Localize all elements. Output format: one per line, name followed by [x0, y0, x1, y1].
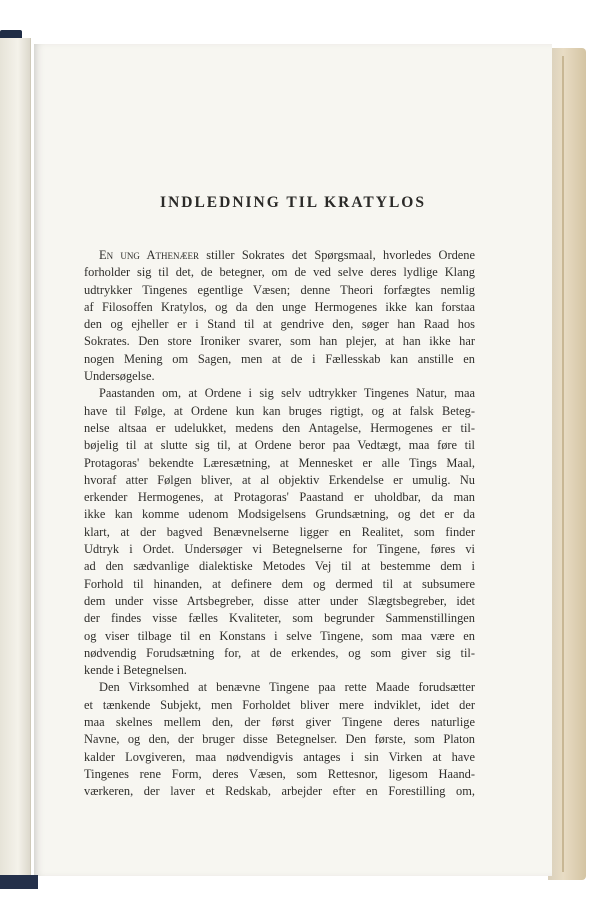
book-page: [34, 44, 552, 876]
text-line: ad den sædvanlige dialektiske Metodes Vej til at bestemme dem i: [84, 559, 475, 574]
text-line: Forhold til hinanden, at definere dem og dermed til at subsumere: [84, 576, 475, 591]
text-line: Sokrates. Den store Ironiker svarer, som han plejer, at han ikke har: [84, 334, 475, 349]
text-line: nødvendig Forudsætning for, at de erkendes, og som giver sig til-: [84, 645, 475, 660]
left-page-edge: [0, 38, 31, 878]
text-line-rest: stiller Sokrates det Spørgsmaal, hvorledes Ordene: [198, 248, 475, 262]
paragraph-3: [84, 679, 475, 800]
page-block-shadow: [562, 56, 564, 872]
text-line: Undersøgelse.: [84, 369, 155, 384]
text-line: dem under visse Artsbegreber, disse atter under Slægtsbegreber, idet: [84, 593, 475, 608]
text-line: [84, 247, 475, 264]
book: [0, 30, 590, 890]
text-line: værkeren, der laver et Redskab, arbejder efter en Forestilling om,: [84, 784, 475, 799]
lead-small-caps: En ung Athenæer: [99, 248, 199, 262]
book-cover-bottom: [0, 875, 38, 889]
text-line: og viser tilbage til en Konstans i selve Tingene, som maa være en: [84, 628, 475, 643]
text-line: Den Virksomhed at benævne Tingene paa rette Maade forudsætter: [99, 680, 475, 695]
text-line: der findes visse fælles Kvaliteter, som begrunder Sammenstillingen: [84, 611, 475, 626]
text-line: klart, at der bagved Benævnelserne ligger en Realitet, som finder: [84, 524, 475, 539]
body-text: [84, 247, 475, 801]
text-line: udtrykker Tingenes egentlige Væsen; denne Theori forfægtes nemlig: [84, 282, 475, 297]
text-line: have til Følge, at Ordene kun kan bruges rigtigt, og at falsk Beteg-: [84, 403, 475, 418]
text-line: maa skelnes mellem den, der først giver Tingene deres naturlige: [84, 715, 475, 730]
text-line: et tænkende Subjekt, men Forholdet bliver mere indviklet, idet der: [84, 697, 475, 712]
text-line: den og ejheller er i Stand til at gendrive den, søger han Raad hos: [84, 317, 475, 332]
text-line: forholder sig til det, de betegner, om de ved selve deres lydlige Klang: [84, 265, 475, 280]
text-line: bøjelig til at slutte sig til, at Ordene beror paa Vedtægt, maa føre til: [84, 438, 475, 453]
text-line: kalder Lovgiveren, maa nødvendigvis antages i sin Virken at have: [84, 749, 475, 764]
text-line: nelse altsaa er udelukket, medens den Antagelse, Hermogenes er til-: [84, 420, 475, 435]
text-line: kende i Betegnelsen.: [84, 663, 187, 678]
text-line: nogen Mening om Sagen, men at de i Fællesskab kan anstille en: [84, 351, 475, 366]
text-line: erkender Hermogenes, at Protagoras' Paastand er uholdbar, da man: [84, 490, 475, 505]
paragraph-2: [84, 385, 475, 679]
paragraph-1: [84, 247, 475, 385]
text-line: Navne, og den, der bruger disse Betegnelser. Den første, som Platon: [84, 732, 475, 747]
text-line: Udtryk i Ordet. Undersøger vi Betegnelserne for Tingene, føres vi: [84, 542, 475, 557]
chapter-title: INDLEDNING TIL KRATYLOS: [160, 194, 426, 211]
text-line: Protagoras' bekendte Læresætning, at Mennesket er alle Tings Maal,: [84, 455, 475, 470]
text-line: Paastanden om, at Ordene i sig selv udtrykker Tingenes Natur, maa: [99, 386, 475, 401]
text-line: ikke kan komme udenom Modsigelsens Grundsætning, og det er da: [84, 507, 475, 522]
text-line: hvoraf atter Følgen bliver, at al objektiv Erkendelse er umulig. Nu: [84, 472, 475, 487]
page-block-edge: [548, 48, 586, 880]
text-line: Tingenes rene Form, deres Væsen, som Rettesnor, ligesom Haand-: [84, 766, 475, 781]
text-line: af Filosoffen Kratylos, og da den unge Hermogenes ikke kan forstaa: [84, 299, 475, 314]
